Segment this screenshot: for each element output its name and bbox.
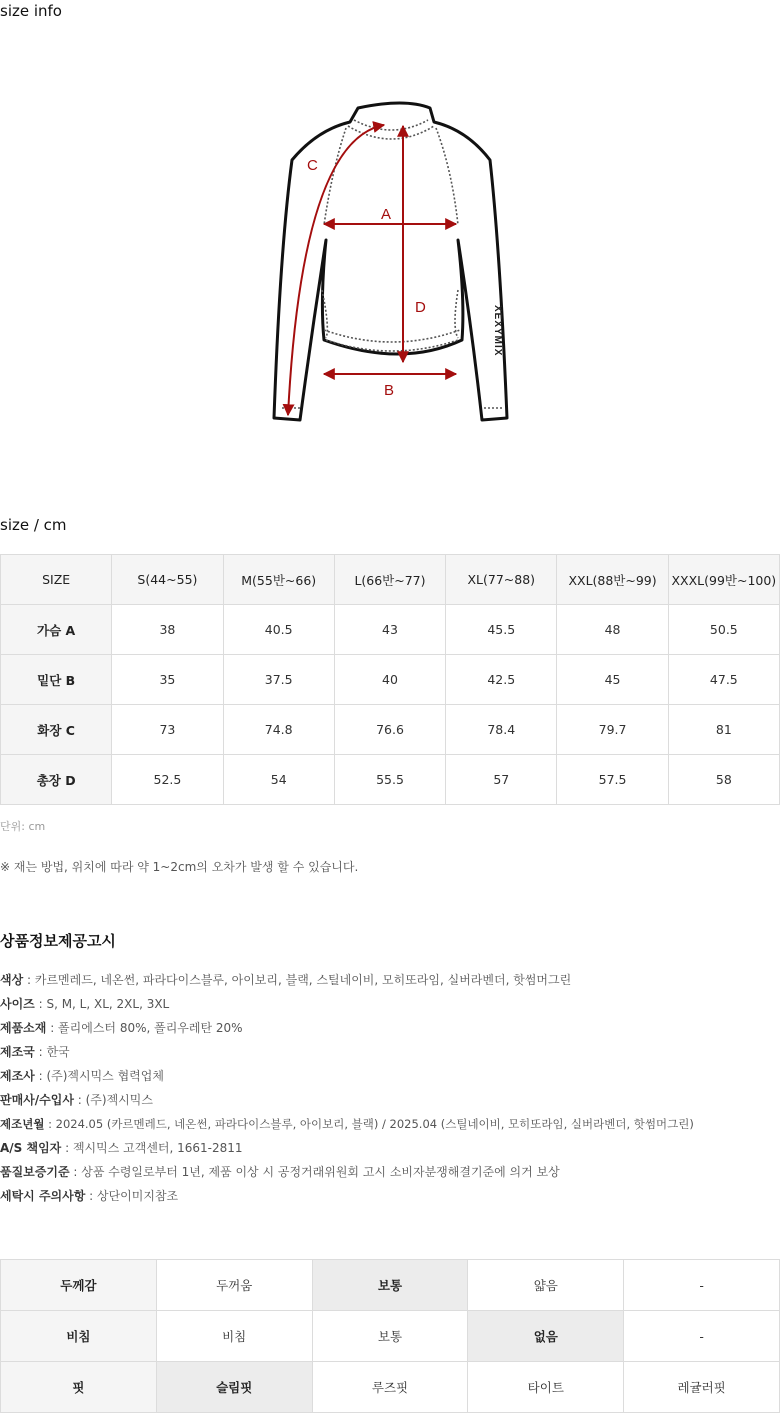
attribute-option: 슬림핏 <box>156 1362 312 1413</box>
size-cell: 42.5 <box>446 655 557 705</box>
size-cell: 47.5 <box>668 655 779 705</box>
size-cell: 76.6 <box>334 705 445 755</box>
attribute-option: 루즈핏 <box>312 1362 468 1413</box>
size-cell: 57.5 <box>557 755 668 805</box>
notice-item <box>0 994 694 1018</box>
notice-item <box>0 1042 694 1066</box>
attribute-row-fit <box>1 1362 780 1413</box>
label-c: C <box>307 157 318 174</box>
size-info-title: size info <box>0 2 62 20</box>
size-table-row <box>1 755 780 805</box>
brand-logo-text: XEXYMIX <box>492 305 503 357</box>
notice-item <box>0 1090 694 1114</box>
attribute-row-sheerness <box>1 1311 780 1362</box>
notice-item <box>0 1162 694 1186</box>
size-table-row <box>1 705 780 755</box>
measurement-labels <box>307 157 426 399</box>
attribute-option: 타이트 <box>468 1362 624 1413</box>
attribute-option: - <box>624 1311 780 1362</box>
garment-size-diagram <box>262 100 522 430</box>
notice-value: : 상품 수령일로부터 1년, 제품 이상 시 공정거래위원회 고시 소비자분쟁해결기준에 의거 보상 <box>69 1165 560 1179</box>
size-row-label: 화장 C <box>1 705 112 755</box>
size-cell: 50.5 <box>668 605 779 655</box>
size-row-label: 총장 D <box>1 755 112 805</box>
notice-label: 제조년월 <box>0 1117 45 1131</box>
size-cell: 35 <box>112 655 223 705</box>
attribute-option: 두꺼움 <box>156 1260 312 1311</box>
notice-label: 품질보증기준 <box>0 1165 70 1179</box>
notice-value: : 한국 <box>34 1045 70 1059</box>
size-cell: 58 <box>668 755 779 805</box>
size-cell: 55.5 <box>334 755 445 805</box>
label-d: D <box>415 299 426 316</box>
size-table <box>0 554 780 805</box>
size-cell: 37.5 <box>223 655 334 705</box>
product-attribute-table <box>0 1259 780 1413</box>
size-table-header-cell: S(44~55) <box>112 555 223 605</box>
notice-label: 제조사 <box>0 1069 35 1083</box>
notice-value: : S, M, L, XL, 2XL, 3XL <box>34 997 170 1011</box>
notice-value: : (주)젝시믹스 <box>73 1093 153 1107</box>
size-cell: 54 <box>223 755 334 805</box>
size-row-label: 가슴 A <box>1 605 112 655</box>
size-cell: 48 <box>557 605 668 655</box>
notice-item <box>0 1186 694 1210</box>
notice-value: : 2024.05 (카르멘레드, 네온썬, 파라다이스블루, 아이보리, 블랙) / 2025.04 (스틸네이비, 모히또라임, 실버라벤더, 핫썸머그린) <box>44 1117 694 1131</box>
notice-label: A/S 책임자 <box>0 1141 62 1155</box>
tolerance-note: ※ 재는 방법, 위치에 따라 약 1~2cm의 오차가 발생 할 수 있습니다. <box>0 860 359 874</box>
size-cell: 40 <box>334 655 445 705</box>
notice-label: 색상 <box>0 973 24 987</box>
size-cell: 38 <box>112 605 223 655</box>
notice-item <box>0 1018 694 1042</box>
size-cell: 52.5 <box>112 755 223 805</box>
attribute-option: 얇음 <box>468 1260 624 1311</box>
size-table-header-cell: M(55반~66) <box>223 555 334 605</box>
garment-outline <box>274 103 507 420</box>
notice-label: 제품소재 <box>0 1021 47 1035</box>
attribute-row-thickness <box>1 1260 780 1311</box>
notice-label: 판매사/수입사 <box>0 1093 74 1107</box>
size-table-header-cell: L(66반~77) <box>334 555 445 605</box>
size-table-header-cell: SIZE <box>1 555 112 605</box>
label-b: B <box>384 382 395 399</box>
unit-note: 단위: cm <box>0 820 46 833</box>
size-table-header-cell: XXXL(99반~100) <box>668 555 779 605</box>
size-cell: 79.7 <box>557 705 668 755</box>
notice-item <box>0 970 694 994</box>
notice-item <box>0 1114 694 1138</box>
size-cell: 74.8 <box>223 705 334 755</box>
product-notice-title: 상품정보제공고시 <box>0 932 116 950</box>
size-table-header-cell: XL(77~88) <box>446 555 557 605</box>
notice-value: : 폴리에스터 80%, 폴리우레탄 20% <box>46 1021 243 1035</box>
attribute-option: 레귤러핏 <box>624 1362 780 1413</box>
notice-value: : 상단이미지참조 <box>85 1189 179 1203</box>
attribute-option: - <box>624 1260 780 1311</box>
notice-item <box>0 1066 694 1090</box>
notice-label: 제조국 <box>0 1045 35 1059</box>
attribute-label: 핏 <box>1 1362 157 1413</box>
notice-value: : 젝시믹스 고객센터, 1661-2811 <box>61 1141 243 1155</box>
size-cell: 45 <box>557 655 668 705</box>
size-cell: 73 <box>112 705 223 755</box>
attribute-option: 없음 <box>468 1311 624 1362</box>
size-cell: 57 <box>446 755 557 805</box>
label-a: A <box>381 206 392 223</box>
size-cell: 40.5 <box>223 605 334 655</box>
size-cell: 43 <box>334 605 445 655</box>
size-cell: 45.5 <box>446 605 557 655</box>
attribute-label: 비침 <box>1 1311 157 1362</box>
attribute-option: 보통 <box>312 1311 468 1362</box>
size-cell: 78.4 <box>446 705 557 755</box>
size-table-header <box>1 555 780 605</box>
notice-label: 사이즈 <box>0 997 35 1011</box>
attribute-option: 보통 <box>312 1260 468 1311</box>
attribute-label: 두께감 <box>1 1260 157 1311</box>
notice-value: : (주)젝시믹스 협력업체 <box>34 1069 164 1083</box>
notice-label: 세탁시 주의사항 <box>0 1189 86 1203</box>
size-cell: 81 <box>668 705 779 755</box>
notice-value: : 카르멘레드, 네온썬, 파라다이스블루, 아이보리, 블랙, 스틸네이비, 모히또라임, 실버라벤더, 핫썸머그린 <box>23 973 572 987</box>
product-notice-list <box>0 970 694 1210</box>
notice-item <box>0 1138 694 1162</box>
attribute-option: 비침 <box>156 1311 312 1362</box>
arrow-c <box>288 125 384 415</box>
size-table-row <box>1 605 780 655</box>
size-row-label: 밑단 B <box>1 655 112 705</box>
size-cm-title: size / cm <box>0 516 67 534</box>
size-table-header-cell: XXL(88반~99) <box>557 555 668 605</box>
size-table-row <box>1 655 780 705</box>
